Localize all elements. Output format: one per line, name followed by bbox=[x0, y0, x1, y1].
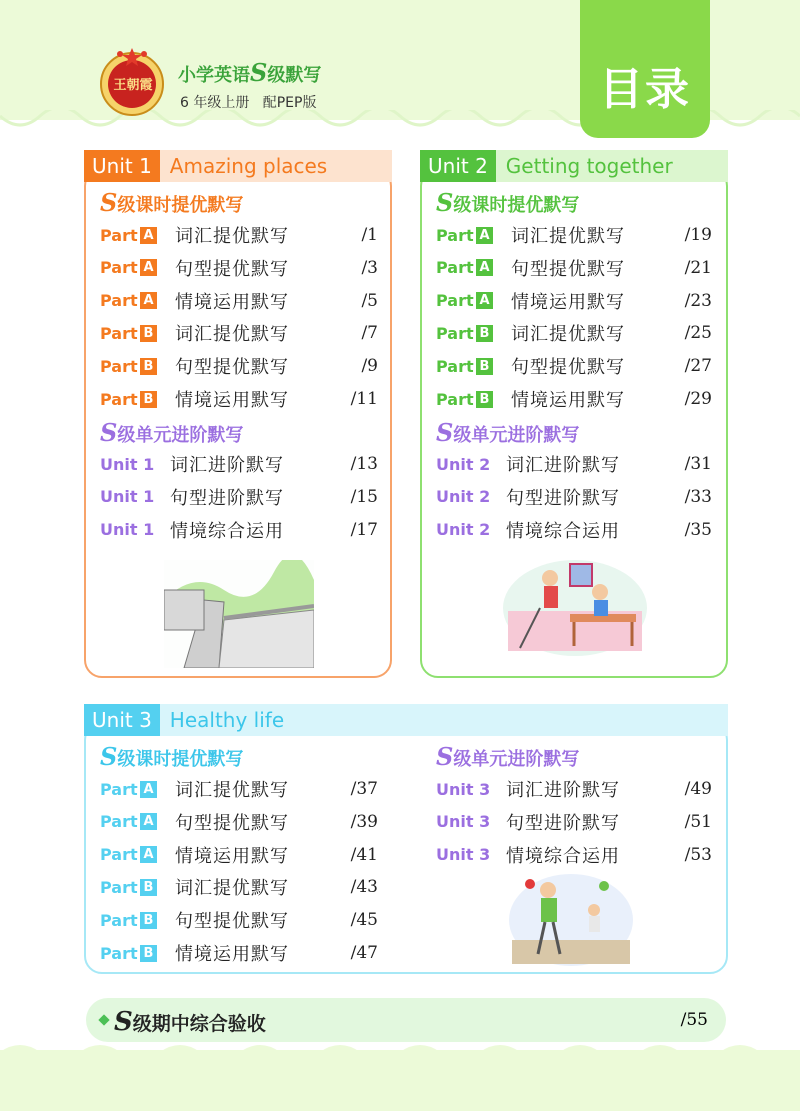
toc-entry[interactable] bbox=[100, 451, 378, 477]
entry-title: 句型进阶默写 bbox=[506, 812, 620, 834]
part-badge: A bbox=[476, 292, 493, 309]
part-label: Part bbox=[100, 389, 138, 409]
unit2-label: Unit 2 bbox=[420, 150, 496, 182]
entry-title: 情境运用默写 bbox=[175, 390, 289, 411]
entry-page: /15 bbox=[350, 486, 378, 507]
entry-page: /53 bbox=[684, 844, 712, 865]
part-label: Part bbox=[100, 258, 138, 278]
unit-ref-label: Unit 3 bbox=[436, 812, 491, 832]
unit-ref-label: Unit 3 bbox=[436, 779, 491, 799]
unit2-title: Getting together bbox=[505, 154, 673, 178]
entry-page: /9 bbox=[361, 356, 378, 377]
part-badge: A bbox=[140, 781, 157, 798]
entry-page: /3 bbox=[361, 257, 378, 278]
entry-title: 情境综合运用 bbox=[506, 845, 620, 867]
toc-entry[interactable] bbox=[436, 386, 712, 412]
toc-entry[interactable] bbox=[436, 222, 712, 248]
entry-title: 词汇进阶默写 bbox=[506, 780, 620, 801]
unit1-header bbox=[84, 150, 392, 182]
part-label: Part bbox=[436, 389, 474, 409]
toc-entry[interactable] bbox=[436, 842, 712, 868]
part-badge: B bbox=[140, 912, 157, 929]
part-label: Part bbox=[100, 812, 138, 832]
toc-entry[interactable] bbox=[100, 288, 378, 314]
part-label: Part bbox=[436, 356, 474, 376]
diamond-bullet-icon bbox=[98, 1014, 109, 1025]
part-label: Part bbox=[436, 323, 474, 343]
entry-page: /25 bbox=[684, 323, 712, 344]
entry-title: 词汇提优默写 bbox=[175, 878, 289, 900]
unit1-lesson-heading: S级课时提优默写 bbox=[100, 188, 244, 217]
toc-entry[interactable] bbox=[100, 842, 378, 868]
entry-page: /33 bbox=[684, 486, 712, 507]
unit3-label: Unit 3 bbox=[84, 704, 160, 736]
entry-page: /29 bbox=[684, 389, 712, 409]
ping-pong-illustration bbox=[508, 870, 634, 966]
toc-entry[interactable] bbox=[436, 451, 712, 477]
grade-label: 6 年级上册 配PEP版 bbox=[180, 95, 317, 111]
toc-entry[interactable] bbox=[436, 255, 712, 281]
part-badge: A bbox=[476, 259, 493, 276]
part-label: Part bbox=[100, 845, 138, 865]
part-badge: A bbox=[140, 813, 157, 830]
toc-entry[interactable] bbox=[100, 907, 378, 933]
part-badge: A bbox=[476, 227, 493, 244]
entry-title: 句型进阶默写 bbox=[170, 487, 284, 509]
unit1-title: Amazing places bbox=[169, 154, 328, 178]
part-label: Part bbox=[100, 225, 138, 245]
part-label: Part bbox=[100, 910, 138, 930]
entry-page: /45 bbox=[350, 910, 378, 931]
footer-background bbox=[0, 1050, 800, 1111]
entry-title: 情境综合运用 bbox=[170, 520, 284, 542]
midterm-row[interactable] bbox=[86, 998, 726, 1042]
entry-title: 情境运用默写 bbox=[175, 845, 289, 867]
toc-entry[interactable] bbox=[100, 353, 378, 379]
entry-title: 句型提优默写 bbox=[511, 357, 625, 379]
entry-title: 词汇提优默写 bbox=[175, 324, 289, 346]
entry-page: /35 bbox=[684, 519, 712, 540]
toc-entry[interactable] bbox=[436, 809, 712, 835]
toc-entry[interactable] bbox=[436, 288, 712, 314]
toc-entry[interactable] bbox=[436, 353, 712, 379]
part-label: Part bbox=[100, 291, 138, 311]
entry-title: 情境运用默写 bbox=[175, 291, 289, 313]
entry-page: /27 bbox=[684, 356, 712, 377]
entry-page: /13 bbox=[350, 454, 378, 474]
series-title bbox=[178, 58, 321, 87]
entry-title: 情境运用默写 bbox=[175, 944, 289, 965]
entry-title: 词汇进阶默写 bbox=[506, 455, 620, 476]
part-label: Part bbox=[436, 258, 474, 278]
toc-entry[interactable] bbox=[100, 809, 378, 835]
part-label: Part bbox=[436, 291, 474, 311]
unit-ref-label: Unit 1 bbox=[100, 520, 155, 540]
part-badge: B bbox=[476, 325, 493, 342]
entry-title: 词汇提优默写 bbox=[511, 226, 625, 247]
entry-page: /47 bbox=[350, 943, 378, 963]
entry-page: /17 bbox=[350, 519, 378, 540]
kids-cleaning-illustration bbox=[500, 556, 650, 656]
entry-title: 句型进阶默写 bbox=[506, 487, 620, 509]
toc-entry[interactable] bbox=[100, 776, 378, 802]
toc-entry[interactable] bbox=[100, 517, 378, 543]
part-badge: B bbox=[140, 879, 157, 896]
entry-title: 词汇提优默写 bbox=[175, 780, 289, 801]
entry-title: 词汇提优默写 bbox=[175, 226, 289, 247]
entry-title: 情境综合运用 bbox=[506, 520, 620, 542]
toc-entry[interactable] bbox=[436, 517, 712, 543]
entry-page: /1 bbox=[361, 225, 378, 245]
toc-entry[interactable] bbox=[100, 484, 378, 510]
toc-entry[interactable] bbox=[100, 255, 378, 281]
unit-ref-label: Unit 2 bbox=[436, 520, 491, 540]
entry-page: /31 bbox=[684, 454, 712, 474]
unit3-lesson-heading: S级课时提优默写 bbox=[100, 742, 244, 771]
unit2-header bbox=[420, 150, 728, 182]
entry-title: 句型提优默写 bbox=[511, 258, 625, 280]
entry-page: /49 bbox=[684, 779, 712, 799]
entry-page: /21 bbox=[684, 257, 712, 278]
great-wall-illustration bbox=[164, 560, 314, 668]
entry-page: /43 bbox=[350, 877, 378, 898]
unit-ref-label: Unit 1 bbox=[100, 454, 155, 474]
unit-ref-label: Unit 2 bbox=[436, 454, 491, 474]
part-badge: B bbox=[476, 358, 493, 375]
entry-title: 句型提优默写 bbox=[175, 258, 289, 280]
unit-ref-label: Unit 1 bbox=[100, 487, 155, 507]
footer-wave bbox=[0, 1038, 800, 1052]
part-badge: A bbox=[140, 846, 157, 863]
part-badge: B bbox=[140, 391, 157, 408]
series-suffix: 级默写 bbox=[267, 65, 322, 86]
toc-title: 目录 bbox=[580, 0, 710, 138]
entry-title: 词汇提优默写 bbox=[511, 324, 625, 346]
unit3-title: Healthy life bbox=[169, 708, 285, 732]
part-label: Part bbox=[100, 877, 138, 897]
entry-title: 句型提优默写 bbox=[175, 911, 289, 933]
entry-title: 词汇进阶默写 bbox=[170, 455, 284, 476]
part-badge: A bbox=[140, 227, 157, 244]
midterm-label: S级期中综合验收 bbox=[114, 1007, 266, 1037]
toc-entry[interactable] bbox=[100, 386, 378, 412]
entry-page: /7 bbox=[361, 323, 378, 344]
unit1-unit-heading: S级单元进阶默写 bbox=[100, 418, 244, 447]
part-label: Part bbox=[100, 943, 138, 963]
logo-brand-text: 王朝霞 bbox=[113, 78, 153, 93]
part-label: Part bbox=[100, 779, 138, 799]
part-label: Part bbox=[436, 225, 474, 245]
entry-page: /51 bbox=[684, 811, 712, 832]
entry-page: /19 bbox=[684, 225, 712, 245]
entry-page: /41 bbox=[350, 844, 378, 865]
toc-entry[interactable] bbox=[100, 222, 378, 248]
part-label: Part bbox=[100, 323, 138, 343]
part-label: Part bbox=[100, 356, 138, 376]
entry-title: 情境运用默写 bbox=[511, 390, 625, 411]
part-badge: B bbox=[140, 325, 157, 342]
toc-entry[interactable] bbox=[436, 320, 712, 346]
toc-entry[interactable] bbox=[100, 874, 378, 900]
entry-page: /37 bbox=[350, 779, 378, 799]
toc-entry[interactable] bbox=[100, 940, 378, 966]
part-badge: B bbox=[140, 945, 157, 962]
entry-page: /11 bbox=[350, 389, 378, 409]
series-prefix: 小学英语 bbox=[178, 65, 250, 86]
part-badge: A bbox=[140, 259, 157, 276]
unit3-unit-heading: S级单元进阶默写 bbox=[436, 742, 580, 771]
entry-title: 句型提优默写 bbox=[175, 812, 289, 834]
entry-page: /39 bbox=[350, 811, 378, 832]
part-badge: B bbox=[140, 358, 157, 375]
toc-entry[interactable] bbox=[100, 320, 378, 346]
entry-title: 情境运用默写 bbox=[511, 291, 625, 313]
entry-title: 句型提优默写 bbox=[175, 357, 289, 379]
unit-ref-label: Unit 2 bbox=[436, 487, 491, 507]
unit3-header bbox=[84, 704, 728, 736]
entry-page: /23 bbox=[684, 290, 712, 311]
part-badge: A bbox=[140, 292, 157, 309]
unit2-unit-heading: S级单元进阶默写 bbox=[436, 418, 580, 447]
series-s: S bbox=[250, 58, 268, 87]
unit-ref-label: Unit 3 bbox=[436, 845, 491, 865]
toc-entry[interactable] bbox=[436, 484, 712, 510]
unit1-label: Unit 1 bbox=[84, 150, 160, 182]
midterm-page: /55 bbox=[680, 1010, 708, 1030]
toc-entry[interactable] bbox=[436, 776, 712, 802]
part-badge: B bbox=[476, 391, 493, 408]
entry-page: /5 bbox=[361, 290, 378, 311]
unit2-lesson-heading: S级课时提优默写 bbox=[436, 188, 580, 217]
